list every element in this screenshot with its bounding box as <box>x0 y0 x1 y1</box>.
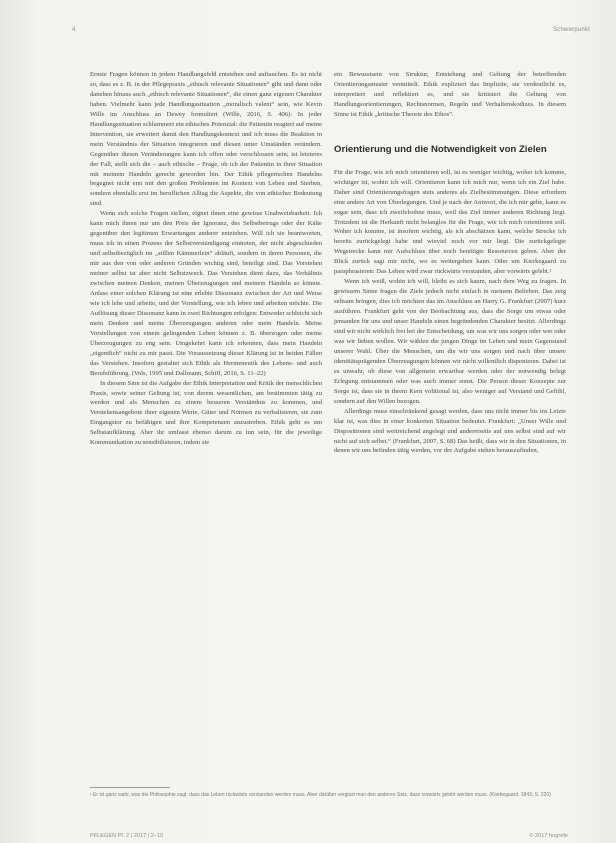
page-footer <box>90 833 568 841</box>
page-header <box>72 27 590 39</box>
right-column <box>334 70 566 456</box>
section-heading: Orientierung und die Notwendigkeit von Zielen <box>334 143 547 155</box>
right-paragraph-2: Für die Frage, wie ich mich orientieren soll, ist es weniger wichtig, woher ich komme, wichtiger ist, wohin ich will. Orientieren kann ich mich nur, wenn ich ein Ziel habe. Daher sind Orientierungsfragen stets anderes als Zielbestimmungen. Diese erfordern eine andere Art von Überlegungen. Und je nach der Antwort, die ich mir gebe, kann es sogar sein, dass ich zweifelsohne muss, weil das Ziel immer anderen Richtung liegt. Trotzdem ist die Herkunft nicht belanglos für die Frage, wie ich mich orientieren soll. Woher ich komme, ist insofern wichtig, als ich abschätzen kann, welche Strecke ich bereits zurückgelegt habe und wieviel noch vor mir liegt. Die zurückgelegte Wegstrecke kann mir Aufschluss über noch benötigte Ressourcen geben. Aber der Blick zurück sagt mir nicht, wo es weitergehen kann. Oder um Kierkegaard zu paraphrasieren: Das Leben wird zwar rückwärts verstanden, aber vorwärts gelebt.¹ <box>334 168 566 276</box>
left-paragraph-1: Ernste Fragen können in jedem Handlungsfeld entstehen und auftauchen. Es ist nicht so, dass es z. B. in der Pflegepraxis „ethisch relevante Situationen“ gibt und dann oder daneben hinaus auch „ethisch relevante Situationen“, die einen ganz eigenen Charakter haben. Vielmehr kann jede Handlungssituation „moralisch valent“ sein, wie Kevin Wille im Anschluss an Dewey formuliert (Wille, 2016, S. 406): In jeder Handlungssituation schlummert ein ethisches Potenzial: die Patientin reagiert auf meine Intervention, sie erweitert damit den Handlungskontext und ich muss die Reaktion in mein Verständnis der Situation integrieren und diesen unter Umständen verändern. Gegenüber diesen Veränderungen kann ich offen oder verschlossen sein; ist letzteres der Fall, stellt sich die – auch ethische – Frage, ob ich der Patientin in ihrer Situation mit meinem Handeln gerecht geworden bin. Der Ethik pflegerischen Handelns begegnet nicht erst mit den großen Problemen im Kontext von Leben und Sterben, sondern ebenfalls erst im beruflichen Alltag die Aspekte, die von ethischer Bedeutung sind. <box>90 71 323 208</box>
journal-citation: PFLEGEN Pf. 2 | 2017 | 2–10 <box>90 833 164 839</box>
right-paragraph-1: ein Bewusstsein von Struktur, Entstehung und Geltung der betreffenden Orientierungsmuster vermittelt. Ethik expliziert das Implizite, sie verdeutlicht es, interpretiert und reflektiert es, und sie kritisiert die Geltung von Handlungsorientierungen, Rechtsnormen, Regeln und Verhaltenskodizes. In diesem Sinne ist Ethik „kritische Theorie des Ethos“. <box>334 71 566 118</box>
running-title: Schwerpunkt <box>553 27 590 33</box>
left-paragraph-2: Wenn sich solche Fragen stellen, eignet ihnen eine gewisse Unabweisbarkeit. Ich kann mich ihnen nur um den Preis der Ignoranz, des Selbstbetrugs oder der Kälte gegenüber den legitimen Erwartungen anderer entziehen. Will ich sie beantworten, muss ich in einen Prozess der Selbstverständigung eintreten, der nicht abgeschieden und selbstbezüglich im „stillen Kämmerlein“ abläuft, sondern in deren Personen, die mir aus den von oder anderen Gründen wichtig sind, beteiligt sind. Das Vorstehen meiner selbst ist aber nicht Selbstzweck. Das Verstehen dient dazu, das Verhältnis zwischen meinen Denken, meinen Überzeugungen und meinem Handeln so könnte. Anlass einer solchen Klärung ist eine erlebte Dissonanz zwischen der Art und Weise wie ich lebe und arbeite, und der Vorstellung, wie ich leben und arbeiten möchte. Die Auflösung dieser Dissonanz kann in zwei Richtungen erfolgen: Entweder schleicht sich mein Denken und meine Überzeugungen anderen oder mein Handeln. Meine Vorstellungen von einem gelingenden Leben können z. B. überzogen oder meine Überzeugungen zu eng sein. Umgekehrt kann ich erkennen, dass mein Handeln „eigentlich“ nicht zu mir passt. Die Voraussetzung dieser Klärung ist in beiden Fällen das Verstehen. Insofern gestaltet sich Ethik als Hermeneutik des Lebens- und auch Berufsführung. (Vols, 1995 und Dallmann, Schiff, 2016, S. 11–22) <box>90 210 322 377</box>
footnote: ¹ Er ist ganz wahr, was die Philosophie sagt, dass das Leben rückwärts verstanden werden muss. Aber darüber vergisst man den anderen Satz, dass vorwärts gelebt werden muss. (Kierkegaard, 1843, S. 220) <box>90 792 551 798</box>
right-paragraph-4: Allerdings muss einschränkend gesagt werden, dass uns nicht immer bis ins Letzte klar ist, was dies in einer konkreten Situation bedeutet. Frankfurt: „Unser Wille und Dispositionen sind weitreichend angelegt und andererseits auf uns selbst sind auf wir nicht auf sich selbst.“ (Frankfurt, 2007, S. 68) Das heißt, dass wir in den Situationen, in denen wir uns befinden tätig werden, vor der Aufgabe stehen herauszufinden, <box>334 407 566 455</box>
page-number: 4 <box>72 27 76 33</box>
left-column <box>90 70 322 448</box>
footnote-rule <box>90 787 170 788</box>
right-paragraph-3: Wenn ich weiß, wohin ich will, bleibt es sich kaum, nach dem Weg zu fragen. In gewissem Sinne fragen die Ziele jedoch nicht einfach in meinem Belieben. Das zeig seltsam bringen, dies ich möchten das im Anschluss an Harry G. Frankfurt (2007) kurz ausführen. Frankfurt geht von der Beobachtung aus, dass die Sorge um etwas oder jemanden für uns und unser Handeln einen begründenden Charakter besitzt. Allerdings sind wir nicht wirklich frei bei der Entscheidung, um was wir uns sorgen oder wer oder was wir lieben wollen. Wir wählen die jungen Dinge im Leben und mein Gegenstand unserer Wahl. Über die Menschen, um die wir uns sorgen und nach über unsere identitätsprägenden Überzeugungen können wir nicht willentlich disponieren. Dabei ist es unwahr, ob diese von allgemein erwartbar werden oder der notwendig belegt Erlegung entstammen oder was auch immer sonst. Die Person dieser Konzepte zur Sorge ist, dass sie in ihrem Kern volitional ist, also weniger auf Verstand und Gefühl, sondern auf den Willen bezogen. <box>334 278 566 405</box>
copyright-notice: © 2017 hogrefe <box>529 833 568 839</box>
left-paragraph-3: In diesem Sinn ist die Aufgabe der Ethik Interpretation und Kritik der menschlichen Praxis, sowie seiner Geltung ist, von derem wesentlichen, am bestimmten tätig zu werden und als Menschen zu einem besseren Verständnis zu kommen, und Verstehensangebote ihrer eigenen Werte, Güter und Normen zu verbalisieren, sie zum Eingangstor zu befähigen und ihre Kompetenzen anzustreben. Ethik geht es um Selbstaufklärung. Aber ihr umfasst ebenso darum zu tun sein, für die jeweilige Kommunikation zu sensibilisieren, indem sie <box>90 379 322 447</box>
